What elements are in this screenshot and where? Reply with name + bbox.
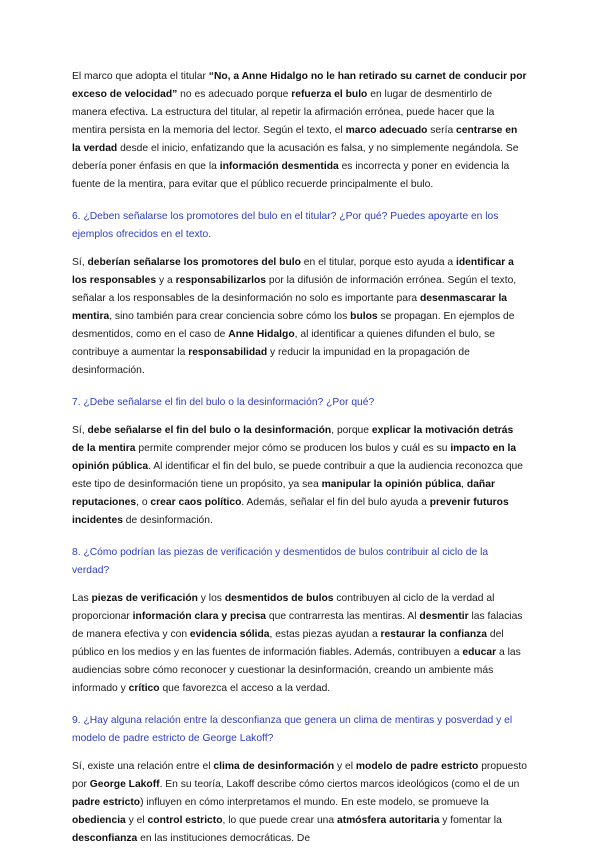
text-run: que favorezca el acceso a la verdad. bbox=[159, 683, 331, 694]
text-run: , lo que puede crear una bbox=[222, 815, 337, 826]
bold-text: identificar a los responsables bbox=[72, 257, 514, 286]
bold-text: evidencia sólida bbox=[189, 629, 270, 640]
text-run: Las bbox=[72, 593, 92, 604]
text-run: Sí, existe una relación entre el bbox=[72, 761, 214, 772]
text-run: y reducir la impunidad en la propagación de desinformación. bbox=[72, 347, 470, 376]
bold-text: crear caos político bbox=[150, 497, 242, 508]
bold-text: Anne Hidalgo bbox=[228, 329, 295, 340]
text-run: en lugar de desmentirlo de manera efectiva. La estructura del titular, al repetir la afirmación errónea, puede hacer que la mentira persista en la memoria del lector. Según el texto, el bbox=[72, 89, 495, 136]
text-run: que contrarresta las mentiras. Al bbox=[266, 611, 420, 622]
bold-text: deberían señalarse los promotores del bulo bbox=[87, 257, 301, 268]
bold-text: impacto en la opinión pública bbox=[72, 443, 517, 472]
bold-text: responsabilidad bbox=[188, 347, 268, 358]
question-heading bbox=[72, 712, 527, 748]
bold-text: clima de desinformación bbox=[213, 761, 335, 772]
bold-text: centrarse en la verdad bbox=[72, 125, 518, 154]
text-run: , o bbox=[136, 497, 151, 508]
text-run: , estas piezas ayudan a bbox=[269, 629, 381, 640]
text-run: , bbox=[461, 479, 467, 490]
text-run: de desinformación. bbox=[122, 515, 213, 526]
bold-text: prevenir futuros incidentes bbox=[72, 497, 509, 526]
question-heading bbox=[72, 394, 527, 412]
text-run: . Además, señalar el fin del bulo ayuda a bbox=[241, 497, 430, 508]
text-run: y los bbox=[197, 593, 225, 604]
bold-text: crítico bbox=[128, 683, 160, 694]
text-run: El marco que adopta el titular bbox=[72, 71, 209, 82]
text-run: no es adecuado porque bbox=[177, 89, 292, 100]
text-run: Sí, bbox=[72, 257, 88, 268]
bold-text: refuerza el bulo bbox=[291, 89, 368, 100]
text-run: y el bbox=[334, 761, 356, 772]
text-run: y el bbox=[125, 815, 148, 826]
bold-text: restaurar la confianza bbox=[380, 629, 487, 640]
bold-text: manipular la opinión pública bbox=[321, 479, 462, 490]
bold-text: George Lakoff bbox=[89, 779, 160, 790]
bold-text: bulos bbox=[350, 311, 378, 322]
answer-paragraph bbox=[72, 68, 527, 194]
text-run: las falacias de manera efectiva y con bbox=[72, 611, 523, 640]
text-run: contribuyen al ciclo de la verdad al proporcionar bbox=[72, 593, 495, 622]
text-run: en el titular, porque esto ayuda a bbox=[300, 257, 457, 268]
text-run: ) influyen en cómo interpretamos el mundo. En este modelo, se promueve la bbox=[140, 797, 489, 808]
answer-paragraph bbox=[72, 758, 527, 848]
bold-text: desconfianza bbox=[72, 833, 138, 844]
question-heading bbox=[72, 208, 527, 244]
bold-text: información desmentida bbox=[219, 161, 339, 172]
bold-text: modelo de padre estricto bbox=[355, 761, 479, 772]
bold-text: desmentidos de bulos bbox=[224, 593, 334, 604]
bold-text: padre estricto bbox=[72, 797, 141, 808]
bold-text: información clara y precisa bbox=[132, 611, 267, 622]
bold-text: atmósfera autoritaria bbox=[337, 815, 440, 826]
text-run: propuesto por bbox=[72, 761, 528, 790]
bold-text: obediencia bbox=[72, 815, 126, 826]
text-run: desde el inicio, enfatizando que la acusación es falsa, y no simplemente negándola. Se debería poner énfasis en que la bbox=[72, 143, 519, 172]
answer-paragraph bbox=[72, 254, 527, 380]
answer-paragraph bbox=[72, 590, 527, 698]
text-run: 7. ¿Debe señalarse el fin del bulo o la desinformación? ¿Por qué? bbox=[72, 397, 375, 408]
answer-paragraph bbox=[72, 422, 527, 530]
bold-text: debe señalarse el fin del bulo o la desinformación bbox=[87, 425, 332, 436]
bold-text: responsabilizarlos bbox=[175, 275, 267, 286]
text-run: es incorrecta y poner en evidencia la fuente de la mentira, para evitar que el público recuerde principalmente el bulo. bbox=[72, 161, 510, 190]
text-run: . Al identificar el fin del bulo, se puede contribuir a que la audiencia reconozca que este tipo de desinformación tiene un propósito, ya sea bbox=[72, 461, 524, 490]
text-run: . En su teoría, Lakoff describe cómo ciertos marcos ideológicos (como el de un bbox=[159, 779, 520, 790]
text-run: , porque bbox=[331, 425, 372, 436]
text-run: sería bbox=[427, 125, 457, 136]
question-heading bbox=[72, 544, 527, 580]
document-body bbox=[72, 68, 527, 862]
text-run: se propagan. En ejemplos de desmentidos, como en el caso de bbox=[72, 311, 515, 340]
text-run: Sí, bbox=[72, 425, 88, 436]
text-run: en las instituciones democráticas. De bbox=[137, 833, 311, 844]
text-run: por la difusión de información errónea. Según el texto, señalar a los responsables de la desinformación no solo es importante para bbox=[72, 275, 517, 304]
bold-text: “No, a Anne Hidalgo no le han retirado su carnet de conducir por exceso de velocidad” bbox=[72, 71, 527, 100]
text-run: , sino también para crear conciencia sobre cómo los bbox=[109, 311, 351, 322]
bold-text: control estricto bbox=[147, 815, 223, 826]
bold-text: educar bbox=[462, 647, 497, 658]
bold-text: explicar la motivación detrás de la mentira bbox=[72, 425, 514, 454]
text-run: y fomentar la bbox=[439, 815, 502, 826]
text-run: permite comprender mejor cómo se producen los bulos y cuál es su bbox=[135, 443, 451, 454]
text-run: , al identificar a quienes difunden el bulo, se contribuye a aumentar la bbox=[72, 329, 495, 358]
bold-text: dañar reputaciones bbox=[72, 479, 495, 508]
text-run: a las audiencias sobre cómo reconocer y cuestionar la desinformación, creando un ambiente más informado y bbox=[72, 647, 521, 694]
text-run: del público en los medios y en las fuentes de información fiables. Además, contribuyen a bbox=[72, 629, 504, 658]
bold-text: desenmascarar la mentira bbox=[72, 293, 508, 322]
bold-text: marco adecuado bbox=[345, 125, 428, 136]
text-run: 9. ¿Hay alguna relación entre la desconfianza que genera un clima de mentiras y posverdad y el modelo de padre estricto de George Lakoff? bbox=[72, 715, 513, 744]
bold-text: desmentir bbox=[419, 611, 469, 622]
bold-text: piezas de verificación bbox=[91, 593, 198, 604]
text-run: 6. ¿Deben señalarse los promotores del bulo en el titular? ¿Por qué? Puedes apoyarte en los ejemplos ofrecidos en el texto. bbox=[72, 211, 499, 240]
text-run: 8. ¿Cómo podrían las piezas de verificación y desmentidos de bulos contribuir al ciclo de la verdad? bbox=[72, 547, 489, 576]
text-run: y a bbox=[156, 275, 176, 286]
